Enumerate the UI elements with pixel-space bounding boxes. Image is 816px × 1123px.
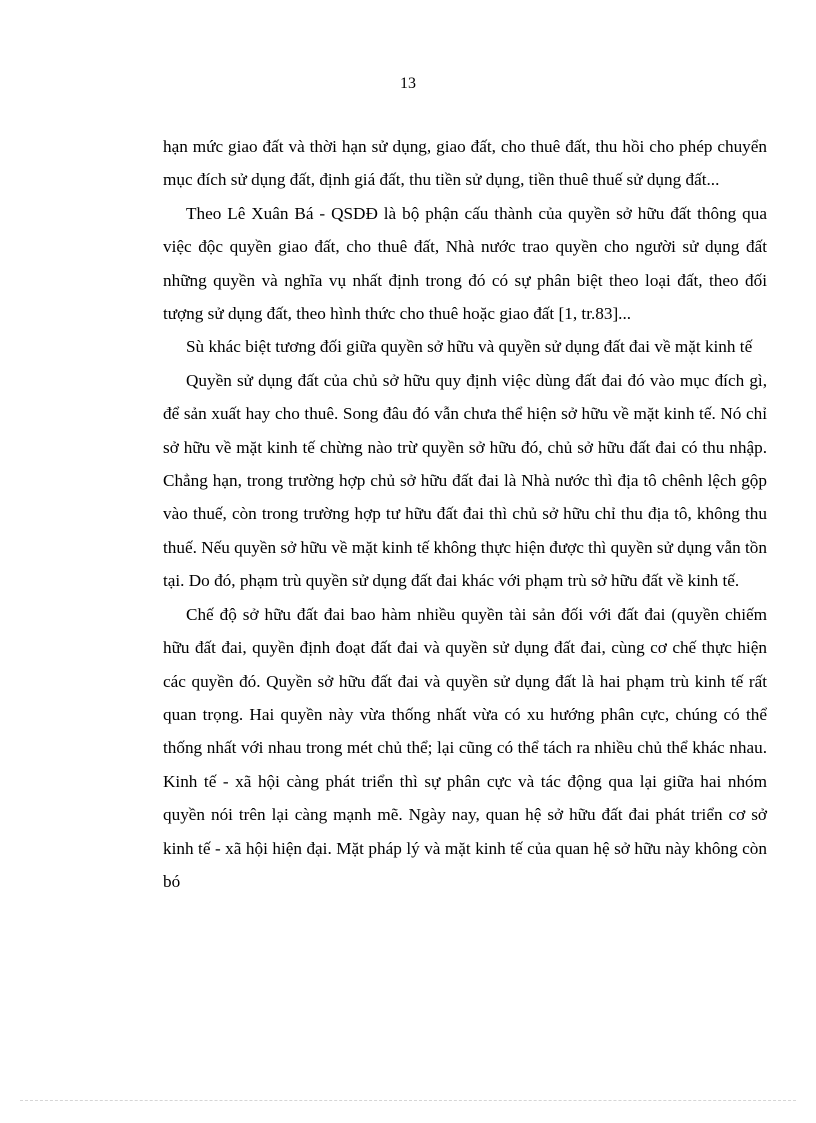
body-text xyxy=(163,130,767,898)
page-bottom-divider xyxy=(20,1100,796,1101)
page-number: 13 xyxy=(400,75,416,92)
paragraph-5: Chế độ sở hữu đất đai bao hàm nhiều quyền tài sản đối với đất đai (quyền chiếm hữu đất đai, quyền định đoạt đất đai và quyền sử dụng đất đai, cùng cơ chế thực hiện các quyền đó. Quyền sở hữu đất đai và quyền sử dụng đất là hai phạm trù kinh tế rất quan trọng. Hai quyền này vừa thống nhất vừa có xu hướng phân cực, chúng có thể thống nhất với nhau trong mét chủ thể; lại cũng có thể tách ra nhiều chủ thể khác nhau. Kinh tế - xã hội càng phát triển thì sự phân cực và tác động qua lại giữa hai nhóm quyền nói trên lại càng mạnh mẽ. Ngày nay, quan hệ sở hữu đất đai phát triển cơ sở kinh tế - xã hội hiện đại. Mặt pháp lý và mặt kinh tế của quan hệ sở hữu này không còn bó xyxy=(163,604,767,891)
paragraph-1: hạn mức giao đất và thời hạn sử dụng, giao đất, cho thuê đất, thu hồi cho phép chuyển mục đích sử dụng đất, định giá đất, thu tiền sử dụng, tiền thuê thuế sử dụng đất... xyxy=(163,137,767,190)
paragraph-3: Sù khác biệt tương đối giữa quyền sở hữu và quyền sử dụng đất đai về mặt kinh tế xyxy=(186,337,753,357)
paragraph-2: Theo Lê Xuân Bá - QSDĐ là bộ phận cấu thành của quyền sở hữu đất thông qua việc độc quyền giao đất, cho thuê đất, Nhà nước trao quyền cho người sử dụng đất những quyền và nghĩa vụ nhất định trong đó có sự phân biệt theo loại đất, theo đối tượng sử dụng đất, theo hình thức cho thuê hoặc giao đất [1, tr.83]... xyxy=(163,203,767,324)
paragraph-4: Quyền sử dụng đất của chủ sở hữu quy định việc dùng đất đai đó vào mục đích gì, để sản xuất hay cho thuê. Song đâu đó vẫn chưa thể hiện sở hữu về mặt kinh tế. Nó chỉ sở hữu về mặt kinh tế chừng nào trừ quyền sở hữu đó, chủ sở hữu đất đai có thu nhập. Chẳng hạn, trong trường hợp chủ sở hữu đất đai là Nhà nước thì địa tô chênh lệch gộp vào thuế, còn trong trường hợp tư hữu đất đai thì chủ sở hữu chỉ thu địa tô, không thu thuế. Nếu quyền sở hữu về mặt kinh tế không thực hiện được thì quyền sử dụng vẫn tồn tại. Do đó, phạm trù quyền sử dụng đất đai khác với phạm trù sở hữu đất về kinh tế. xyxy=(163,370,767,591)
